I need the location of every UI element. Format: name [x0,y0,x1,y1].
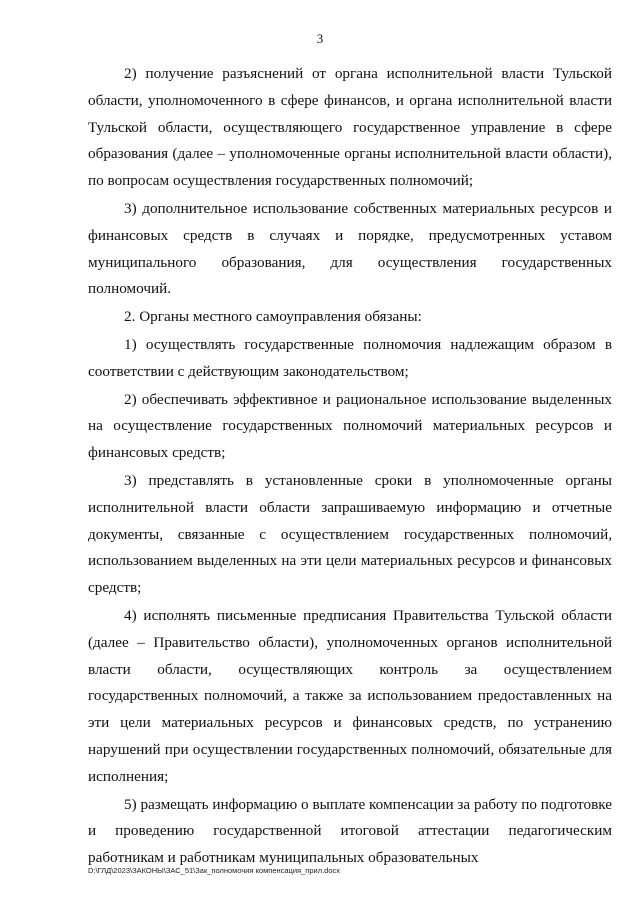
paragraph-obligation-3: 3) представлять в установленные сроки в уполномоченные органы исполнительной власти области запрашиваемую информацию и отчетные документы, связанные с осуществлением государственных полномочий, использованием выделенных на эти цели материальных ресурсов и финансовых средств; [88,471,612,597]
paragraph-obligation-5: 5) размещать информацию о выплате компенсации за работу по подготовке и проведению государственной итоговой аттестации педагогическим работникам и работникам муниципальных образовательных [88,795,612,867]
paragraph-obligations-heading: 2. Органы местного самоуправления обязаны: [124,308,422,326]
paragraph-clarifications: 2) получение разъяснений от органа исполнительной власти Тульской области, уполномоченного в сфере финансов, и органа исполнительной власти Тульской области, осуществляющего государственное управление в сфере образования (далее – уполномоченные органы исполнительной власти области), по вопросам осуществления государственных полномочий; [88,65,612,190]
page-number: 3 [316,31,324,46]
paragraph-obligation-4: 4) исполнять письменные предписания Правительства Тульской области (далее – Правительство области), уполномоченных органов исполнительной власти области, осуществляющих контроль за осуществлением государственных полномочий, а также за использованием предоставленных на эти цели материальных ресурсов и финансовых средств, по устранению нарушений при осуществлении государственных полномочий, обязательные для исполнения; [88,606,612,785]
footer-file-path: D:\ГЛД\2023\ЗАКОНЫ\ЗАС_51\Зак_полномочия компенсация_прил.docx [88,866,340,875]
paragraph-obligation-2: 2) обеспечивать эффективное и рациональное использование выделенных на осуществление государственных полномочий материальных ресурсов и финансовых средств; [88,390,612,462]
paragraph-additional-resources: 3) дополнительное использование собственных материальных ресурсов и финансовых средств в случаях и порядке, предусмотренных уставом муниципального образования, для осуществления государственных полномочий. [88,199,612,298]
paragraph-obligation-1: 1) осуществлять государственные полномочия надлежащим образом в соответствии с действующим законодательством; [88,335,612,380]
document-body [88,61,612,873]
